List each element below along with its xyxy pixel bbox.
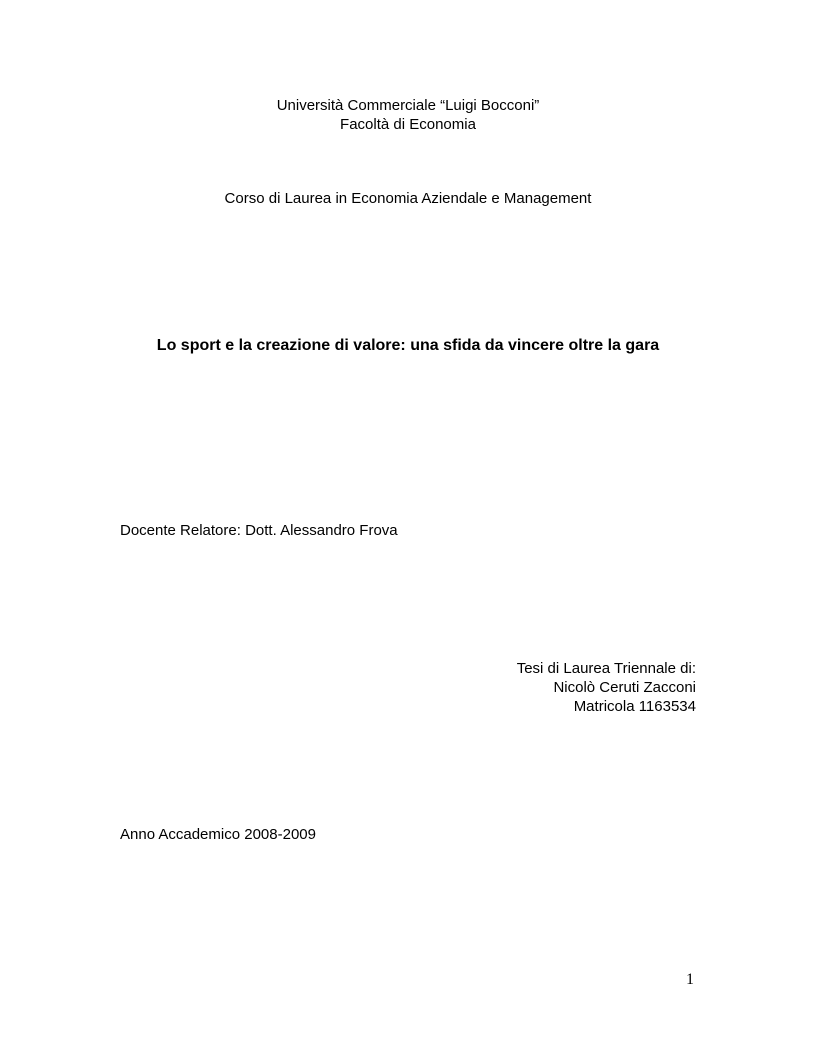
faculty-name: Facoltà di Economia bbox=[340, 116, 476, 133]
university-name: Università Commerciale “Luigi Bocconi” bbox=[276, 97, 540, 114]
thesis-type-label: Tesi di Laurea Triennale di: bbox=[516, 660, 696, 677]
academic-year: Anno Accademico 2008-2009 bbox=[120, 826, 316, 843]
thesis-title: Lo sport e la creazione di valore: una sfida da vincere oltre la gara bbox=[156, 337, 660, 354]
student-id: Matricola 1163534 bbox=[573, 698, 696, 715]
page-number: 1 bbox=[686, 971, 694, 988]
supervisor: Docente Relatore: Dott. Alessandro Frova bbox=[120, 522, 398, 539]
author-block bbox=[517, 659, 696, 716]
author-name: Nicolò Ceruti Zacconi bbox=[553, 679, 696, 696]
degree-course: Corso di Laurea in Economia Aziendale e Management bbox=[224, 190, 592, 207]
